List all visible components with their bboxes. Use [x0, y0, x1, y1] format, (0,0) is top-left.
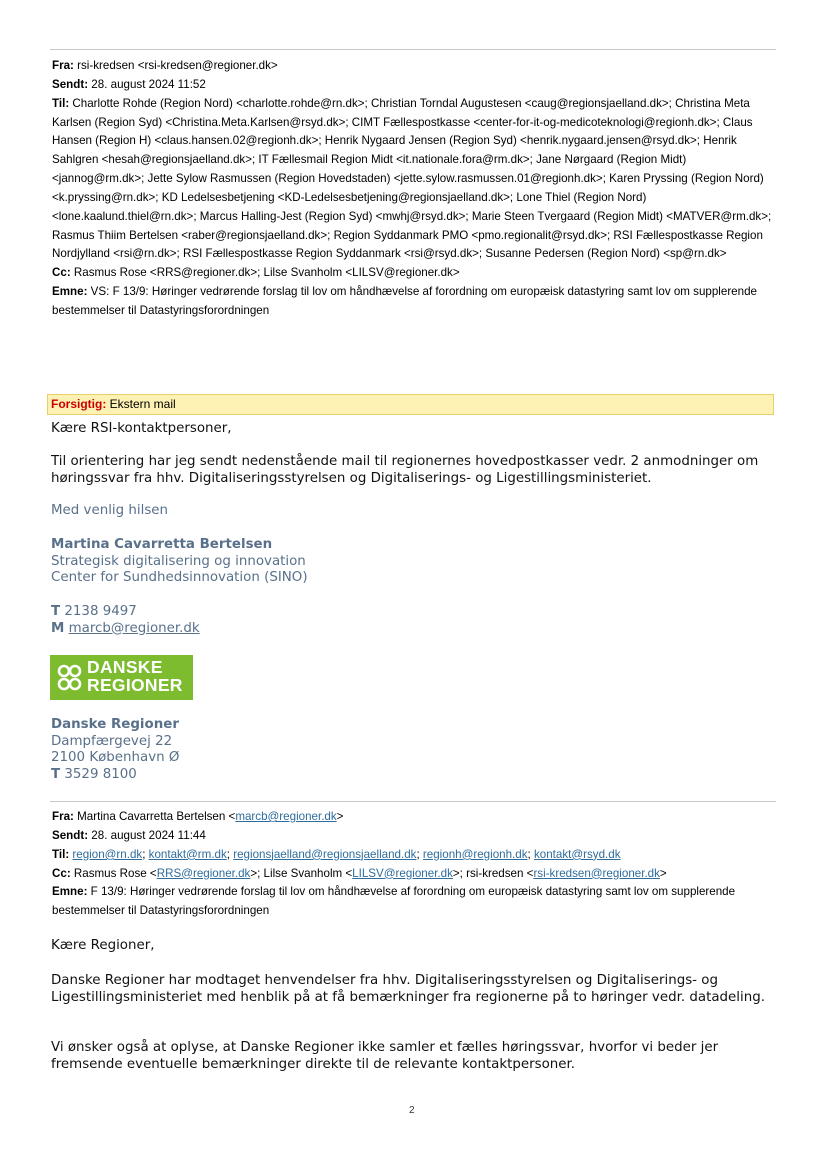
- phone-line: [51, 604, 200, 621]
- org-phone-line: [51, 767, 179, 784]
- org-phone-value: 3529 8100: [60, 766, 137, 782]
- mail-link[interactable]: marcb@regioner.dk: [68, 620, 200, 636]
- subject-value: VS: F 13/9: Høringer vedrørende forslag til lov om håndhævelse af forordning om europæisk datastyring samt lov om supplerende bestemmelser til Datastyringsforordningen: [52, 285, 757, 317]
- sender-name: Martina Cavarretta Bertelsen: [51, 537, 273, 552]
- external-mail-warning: [47, 394, 774, 415]
- signature-block: [51, 537, 308, 587]
- from-value: rsi-kredsen <rsi-kredsen@regioner.dk>: [73, 59, 278, 72]
- forwarded-email-header: [52, 57, 780, 321]
- to-separator: ;: [226, 847, 234, 861]
- cc-email-link[interactable]: RRS@regioner.dk: [156, 866, 251, 880]
- subject-line-2: [52, 883, 780, 921]
- to-email-link[interactable]: kontakt@rm.dk: [148, 847, 227, 861]
- org-name: Danske Regioner: [51, 717, 179, 732]
- cc-label: Cc:: [52, 266, 71, 280]
- to-separator: ;: [416, 847, 423, 861]
- subject-label: Emne:: [52, 285, 88, 299]
- greeting: Kære RSI-kontaktpersoner,: [51, 421, 232, 436]
- cc-email-link[interactable]: rsi-kredsen@regioner.dk: [533, 866, 660, 880]
- cc-end: >: [659, 866, 667, 880]
- phone-label: T: [51, 604, 61, 619]
- cc-name-3: >; rsi-kredsen <: [452, 866, 534, 880]
- cc-name-2: >; Lilse Svanholm <: [250, 866, 353, 880]
- warning-text: Ekstern mail: [106, 397, 176, 411]
- cc-line-2: [52, 865, 780, 884]
- from-line: [52, 57, 780, 76]
- to-email-link[interactable]: regionsjaelland@regionsjaelland.dk: [233, 847, 417, 861]
- logo-knot-icon: [56, 663, 83, 693]
- sent-label: Sendt:: [52, 77, 89, 91]
- sent-line-2: [52, 827, 780, 846]
- org-street: Dampfærgevej 22: [51, 733, 173, 749]
- to-separator: ;: [142, 847, 149, 861]
- to-email-link[interactable]: regionh@regionh.dk: [422, 847, 528, 861]
- from-name-2: Martina Cavarretta Bertelsen <: [73, 810, 236, 823]
- warning-label: Forsigtig:: [51, 397, 107, 411]
- greeting-2: Kære Regioner,: [51, 938, 155, 953]
- phone-value: 2138 9497: [60, 604, 137, 619]
- org-city: 2100 København Ø: [51, 750, 180, 766]
- cc-email-link[interactable]: LILSV@regioner.dk: [352, 866, 453, 880]
- org-address-block: [51, 717, 179, 783]
- mail-label: M: [51, 620, 65, 636]
- sender-center: Center for Sundhedsinnovation (SINO): [51, 570, 308, 586]
- cc-name-1: Rasmus Rose <: [70, 866, 157, 880]
- cc-line: [52, 264, 780, 283]
- to-value: Charlotte Rohde (Region Nord) <charlotte.rohde@rn.dk>; Christian Torndal Augustesen <caug@regionsjaelland.dk>; Christina Meta Karlsen (Region Syd) <Christina.Meta.Karlsen@rsyd.dk>; CIMT Fællespostkasse <center-for-it-og-medicoteknologi@regionh.dk>; Claus Hansen (Region H) <claus.hansen.02@regionh.dk>; Henrik Nygaard Jensen (Region Syd) <henrik.nygaard.jensen@rsyd.dk>; Henrik Sahlgren <hesah@regionsjaelland.dk>; IT Fællesmail Region Midt <it.nationale.fora@rm.dk>; Jane Nørgaard (Region Midt) <jannog@rm.dk>; Jette Sylow Rasmussen (Region Hovedstaden) <jette.sylow.rasmussen.01@regionh.dk>; Karen Pryssing (Region Nord) <k.pryssing@rn.dk>; KD Ledelsesbetjening <KD-Ledelsesbetjening@regionsjaelland.dk>; Lone Thiel (Region Nord) <lone.kaalund.thiel@rn.dk>; Marcus Halling-Jest (Region Syd) <mwhj@rsyd.dk>; Marie Steen Tvergaard (Region Midt) <MATVER@rm.dk>; Rasmus Thiim Bertelsen <raber@regionsjaelland.dk>; Region Syddanmark PMO <pmo.regionalit@rsyd.dk>; RSI Fællespostkasse Region Nordjylland <rsi@rn.dk>; RSI Fællespostkasse Region Syddanmark <rsi@rsyd.dk>; Susanne Pedersen (Region Nord) <sp@rn.dk>: [52, 96, 772, 261]
- body-paragraph-1: Danske Regioner har modtaget henvendelser fra hhv. Digitaliseringsstyrelsen og Digitaliserings- og Ligestillingsministeriet med henblik på at få bemærkninger fra regionerne på to høringer vedr. datadeling.: [51, 973, 765, 1005]
- org-phone-label: T: [51, 766, 61, 782]
- body-paragraph-2: Vi ønsker også at oplyse, at Danske Regioner ikke samler et fælles høringssvar, hvorfor vi beder jer fremsende eventuelle bemærkninger direkte til de relevante kontaktpersoner.: [51, 1040, 719, 1072]
- to-label: Til:: [52, 96, 70, 110]
- logo-text-line2: REGIONER: [87, 675, 183, 695]
- to-line-2: [52, 846, 780, 865]
- to-email-link[interactable]: kontakt@rsyd.dk: [533, 847, 621, 861]
- sent-value-2: 28. august 2024 11:44: [88, 828, 206, 842]
- subject-value-2: F 13/9: Høringer vedrørende forslag til lov om håndhævelse af forordning om europæisk datastyring samt lov om supplerende bestemmelser til Datastyringsforordningen: [52, 885, 736, 918]
- from-label-2: Fra:: [52, 810, 74, 823]
- danske-regioner-logo: [50, 655, 193, 700]
- page-number: 2: [409, 1105, 415, 1116]
- cc-label-2: Cc:: [52, 866, 71, 880]
- closing: Med venlig hilsen: [51, 503, 169, 518]
- from-line-2: [52, 808, 780, 827]
- contact-block: [51, 604, 200, 637]
- original-email-header: [52, 808, 780, 921]
- sent-label-2: Sendt:: [52, 828, 89, 842]
- to-separator: ;: [527, 847, 534, 861]
- logo-text-line1: DANSKE: [87, 657, 163, 677]
- intro-paragraph: Til orientering har jeg sendt nedenstående mail til regionernes hovedpostkasser vedr. 2 anmodninger om høringssvar fra hhv. Digitaliseringsstyrelsen og Digitaliserings- og Ligestillingsministeriet.: [51, 454, 759, 486]
- to-label-2: Til:: [52, 847, 70, 861]
- to-line: [52, 95, 780, 265]
- sender-title: Strategisk digitalisering og innovation: [51, 553, 306, 569]
- mail-line: [51, 621, 200, 638]
- header-divider: [50, 49, 776, 50]
- original-message-divider: [50, 801, 776, 802]
- subject-line: [52, 283, 780, 321]
- from-email-link[interactable]: marcb@regioner.dk: [235, 810, 337, 823]
- to-email-link[interactable]: region@rn.dk: [72, 847, 143, 861]
- cc-value: Rasmus Rose <RRS@regioner.dk>; Lilse Svanholm <LILSV@regioner.dk>: [70, 266, 460, 280]
- sent-value: 28. august 2024 11:52: [88, 77, 206, 91]
- sent-line: [52, 76, 780, 95]
- subject-label-2: Emne:: [52, 885, 88, 899]
- from-end-2: >: [336, 810, 344, 823]
- from-label: Fra:: [52, 59, 74, 72]
